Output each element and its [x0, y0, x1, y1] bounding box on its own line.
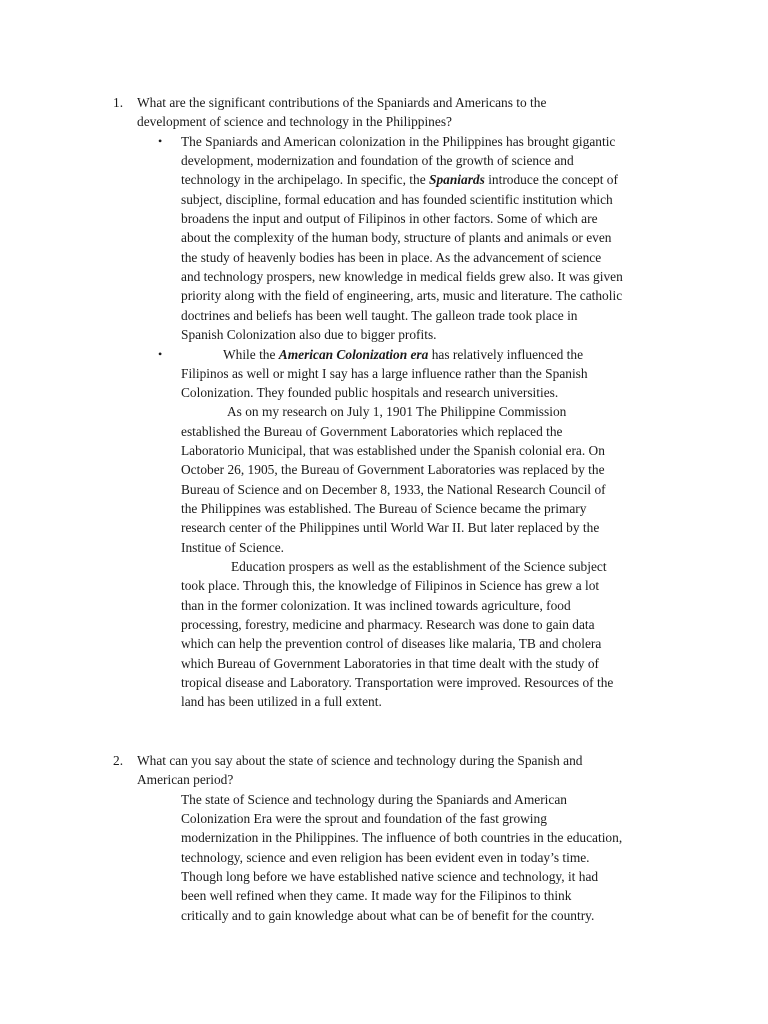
answer-1-bullet-2-line: Colonization. They founded public hospitals and research universities. [181, 385, 559, 400]
answer-1-bullet-1-line-2: development, modernization and foundation of the growth of science and [181, 153, 574, 168]
question-2-number: 2. [113, 753, 124, 768]
answer-2-line: Though long before we have established native science and technology, it had [181, 869, 599, 884]
research-paragraph-line: the Philippines was established. The Bureau of Science became the primary [181, 501, 587, 516]
education-paragraph-line: which Bureau of Government Laboratories in that time dealt with the study of [181, 656, 599, 671]
line-text: introduce the concept of [484, 172, 618, 187]
education-paragraph-line: than in the former colonization. It was inclined towards agriculture, food [181, 598, 571, 613]
answer-1-bullet-1-line: the study of heavenly bodies has been in place. As the advancement of science [181, 250, 602, 265]
education-paragraph-line: Education prospers as well as the establishment of the Science subject [231, 559, 607, 574]
research-paragraph-line: Laboratorio Municipal, that was established under the Spanish colonial era. On [181, 443, 605, 458]
education-paragraph-line: tropical disease and Laboratory. Transportation were improved. Resources of the [181, 675, 614, 690]
question-2-line-2: American period? [137, 772, 234, 787]
answer-2-line: modernization in the Philippines. The influence of both countries in the education, [181, 830, 623, 845]
bullet-icon: • [158, 134, 163, 148]
american-colonization-emphasis: American Colonization era [278, 347, 429, 362]
answer-2-line: Colonization Era were the sprout and foundation of the fast growing [181, 811, 547, 826]
research-paragraph-line: Bureau of Science and on December 8, 1933, the National Research Council of [181, 482, 606, 497]
research-paragraph-line: established the Bureau of Government Laboratories which replaced the [181, 424, 563, 439]
research-paragraph-line: Institue of Science. [181, 540, 284, 555]
question-1-line-1: What are the significant contributions of the Spaniards and Americans to the [137, 95, 547, 110]
line-text: technology in the archipelago. In specific, the [181, 172, 430, 187]
answer-2-line: technology, science and even religion has been evident even in today’s time. [181, 850, 590, 865]
research-paragraph-line: As on my research on July 1, 1901 The Philippine Commission [227, 404, 567, 419]
answer-1-bullet-1-line-3 [181, 170, 618, 189]
education-paragraph-line: which can help the prevention control of diseases like malaria, TB and cholera [181, 636, 602, 651]
answer-1-bullet-1-line: broadens the input and output of Filipinos in other factors. Some of which are [181, 211, 598, 226]
answer-1-bullet-1-line: priority along with the field of engineering, arts, music and literature. The catholic [181, 288, 623, 303]
research-paragraph-line: research center of the Philippines until World War II. But later replaced by the [181, 520, 600, 535]
question-2-line-1: What can you say about the state of science and technology during the Spanish and [137, 753, 583, 768]
bullet-icon: • [158, 347, 163, 361]
line-text: has relatively influenced the [428, 347, 584, 362]
answer-1-bullet-1-line: and technology prospers, new knowledge in medical fields grew also. It was given [181, 269, 623, 284]
answer-1-bullet-1-line-1: The Spaniards and American colonization in the Philippines has brought gigantic [181, 134, 616, 149]
answer-1-bullet-2-line-1 [223, 345, 583, 364]
answer-1-bullet-1-line: doctrines and beliefs has been well taught. The galleon trade took place in [181, 308, 578, 323]
education-paragraph-line: land has been utilized in a full extent. [181, 694, 382, 709]
education-paragraph-line: took place. Through this, the knowledge of Filipinos in Science has grew a lot [181, 578, 600, 593]
research-paragraph-line: October 26, 1905, the Bureau of Government Laboratories was replaced by the [181, 462, 605, 477]
answer-2-line: The state of Science and technology during the Spaniards and American [181, 792, 567, 807]
answer-1-bullet-1-line: subject, discipline, formal education and has founded scientific institution which [181, 192, 613, 207]
answer-1-bullet-2-line: Filipinos as well or might I say has a large influence rather than the Spanish [181, 366, 588, 381]
education-paragraph-line: processing, forestry, medicine and pharmacy. Research was done to gain data [181, 617, 595, 632]
line-text: While the [223, 347, 279, 362]
question-1-number: 1. [113, 95, 124, 110]
answer-1-bullet-1-line: Spanish Colonization also due to bigger profits. [181, 327, 437, 342]
answer-2-line: been well refined when they came. It made way for the Filipinos to think [181, 888, 572, 903]
question-1-line-2: development of science and technology in the Philippines? [137, 114, 452, 129]
answer-1-bullet-1-line: about the complexity of the human body, structure of plants and animals or even [181, 230, 612, 245]
answer-2-line: critically and to gain knowledge about what can be of benefit for the country. [181, 908, 595, 923]
spaniards-emphasis: Spaniards [429, 172, 485, 187]
